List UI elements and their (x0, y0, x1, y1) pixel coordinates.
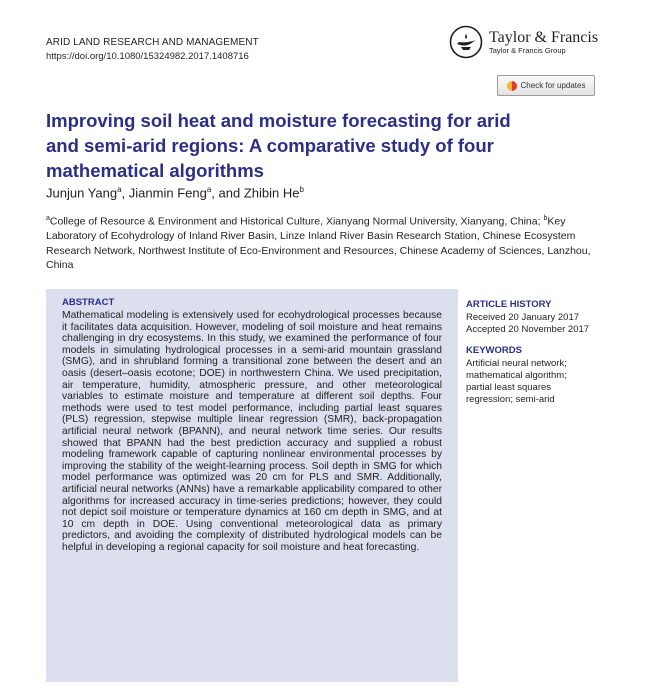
affiliation-mark: b (299, 185, 304, 194)
abstract-box (46, 289, 458, 682)
author-separator: , and (211, 185, 244, 201)
affiliation-text: College of Resource & Environment and Historical Culture, Xianyang Normal University, Xianyang, China; (49, 215, 544, 228)
check-for-updates-button[interactable] (497, 75, 595, 96)
affiliation-text: Key Laboratory of Ecohydrology of Inland River Basin, Linze Inland River Basin Research Station, Chinese Ecosystem Research Network, Northwest Institute of Eco-Environment and Resources, Chinese Academy of Sciences, Lanzhou, China (46, 215, 591, 271)
publisher-logo[interactable] (449, 25, 598, 59)
keywords (466, 345, 606, 406)
received-date: Received 20 January 2017 (466, 312, 580, 323)
author-name[interactable]: Zhibin He (243, 185, 300, 201)
affiliation-mark: a (117, 185, 122, 194)
keyword-line: partial least squares (466, 382, 552, 393)
crossmark-icon (507, 81, 517, 91)
author-name[interactable]: Jianmin Feng (128, 185, 207, 201)
publisher-group: Taylor & Francis Group (489, 45, 566, 55)
affiliation-mark: b (543, 215, 548, 222)
affiliation-mark: a (206, 185, 212, 194)
keyword-line: mathematical algorithm; (466, 370, 567, 381)
article-history (466, 299, 606, 336)
lamp-icon (449, 25, 483, 59)
keyword-line: Artificial neural network; (466, 358, 567, 369)
keywords-heading: KEYWORDS (466, 345, 522, 356)
check-for-updates-label: Check for updates (520, 81, 586, 90)
doi-link[interactable]: https://doi.org/10.1080/15324982.2017.1408716 (46, 51, 249, 62)
article-sidebar (466, 299, 606, 415)
affiliations (46, 212, 601, 273)
author-list (46, 185, 304, 200)
affiliation-mark: a (46, 215, 50, 222)
article-title: Improving soil heat and moisture forecasting for arid and semi-arid regions: A comparative study of four mathematical algorithms (46, 110, 511, 181)
history-heading: ARTICLE HISTORY (466, 299, 552, 310)
journal-name: ARID LAND RESEARCH AND MANAGEMENT (46, 37, 259, 48)
keyword-line: regression; semi-arid (466, 394, 555, 405)
accepted-date: Accepted 20 November 2017 (466, 324, 590, 335)
abstract-text: Mathematical modeling is extensively used for ecohydrological processes because it facilitates data acquisition. However, modeling of soil moisture and heat remains challenging in dry ecosystems. In this study, we examined the performance of four models in simulating hydrological processes in a semi-arid mountain grassland (SMG), and in shrubland forming a transitional zone between the desert and an oasis (desert–oasis ecotone; DOE) in northwestern China. We used precipitation, air temperature, humidity, atmospheric pressure, and other meteorological variables to estimate moisture and temperature at different soil depths. Four methods were used to test model performance, including partial least squares (PLS) regression, stepwise multiple linear regression (SMR), back-propagation artificial neural network (BPANN), and neural network time series. Our results showed that BPANN had the best prediction accuracy and supplied a robust modeling framework capable of capturing nonlinear environmental processes by improving the stability of the weight-learning process. Soil depth in SMG for which model performance was optimized was 20 cm for PLS and SMR. Additionally, artificial neural networks (ANNs) have a remarkable applicability compared to other algorithms for increased accuracy in time-series predictions; however, they could not depict soil moisture or temperature dynamics at 160 cm depth in SMG, and at 10 cm depth in DOE. Using conventional meteorological data as primary predictors, and avoiding the complexity of distributed hydrological models can be helpful in developing a regional capacity for soil moisture and heat forecasting. (62, 310, 442, 553)
author-separator: , (121, 185, 129, 201)
author-name[interactable]: Junjun Yang (46, 185, 118, 201)
publisher-name: Taylor & Francis (489, 28, 599, 46)
abstract-heading: ABSTRACT (62, 297, 115, 308)
